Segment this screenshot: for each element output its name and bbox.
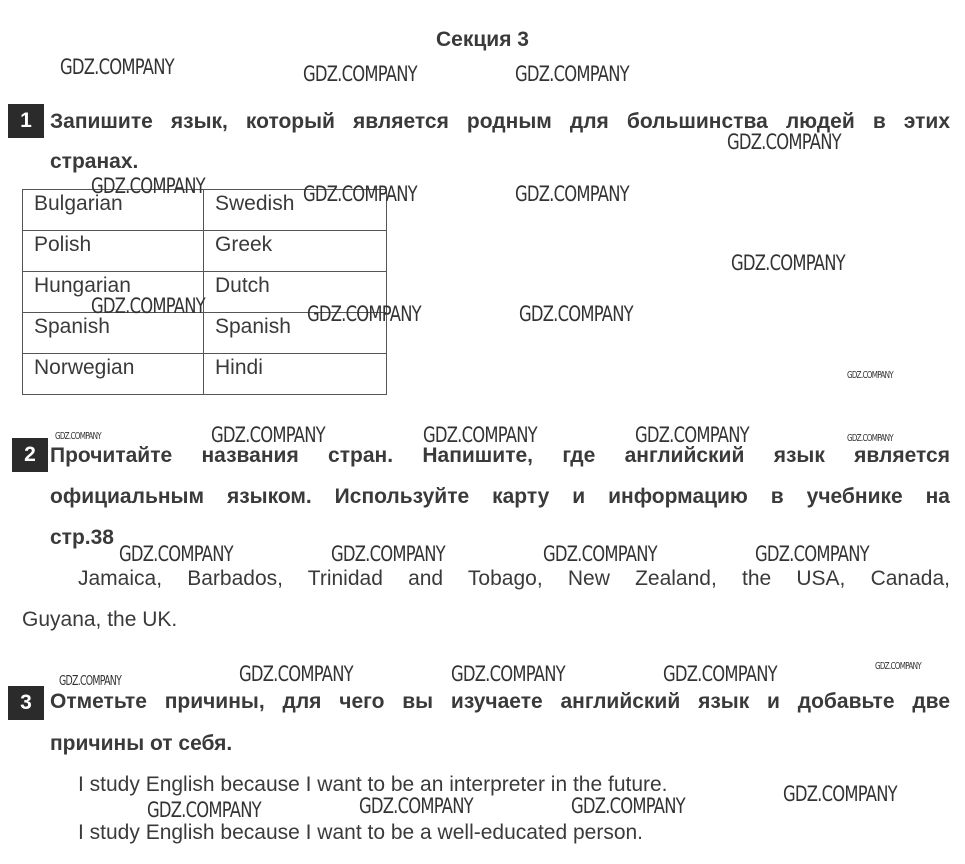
table-cell: Swedish: [204, 190, 387, 231]
table-row: [23, 231, 387, 272]
table-cell: Dutch: [204, 272, 387, 313]
section-title: Секция 3: [436, 28, 529, 51]
watermark: GDZ.COMPANY: [55, 431, 101, 442]
watermark: GDZ.COMPANY: [147, 798, 261, 822]
watermark: GDZ.COMPANY: [663, 662, 777, 686]
task-3-answer-line-1: I study English because I want to be an interpreter in the future.: [78, 773, 668, 796]
table-cell: Norwegian: [23, 354, 204, 395]
table-cell: Spanish: [23, 313, 204, 354]
watermark: GDZ.COMPANY: [307, 302, 421, 326]
watermark: GDZ.COMPANY: [571, 794, 685, 818]
watermark: GDZ.COMPANY: [91, 174, 205, 198]
watermark: GDZ.COMPANY: [119, 542, 233, 566]
table-cell: Hindi: [204, 354, 387, 395]
watermark: GDZ.COMPANY: [331, 542, 445, 566]
watermark: GDZ.COMPANY: [359, 794, 473, 818]
watermark: GDZ.COMPANY: [731, 251, 845, 275]
watermark: GDZ.COMPANY: [239, 662, 353, 686]
watermark: GDZ.COMPANY: [423, 423, 537, 447]
task-2-answer-line-1: Jamaica, Barbados, Trinidad and Tobago, New Zealand, the USA, Canada,: [78, 567, 950, 590]
watermark: GDZ.COMPANY: [303, 182, 417, 206]
watermark: GDZ.COMPANY: [875, 661, 921, 672]
task-3-answer-line-2: I study English because I want to be a well-educated person.: [78, 821, 644, 844]
watermark: GDZ.COMPANY: [91, 294, 205, 318]
watermark: GDZ.COMPANY: [847, 433, 893, 444]
watermark: GDZ.COMPANY: [59, 674, 122, 689]
watermark: GDZ.COMPANY: [515, 62, 629, 86]
task-2-instruction-line-1: Прочитайте названия стран. Напишите, где английский язык является: [50, 444, 950, 467]
watermark: GDZ.COMPANY: [783, 782, 897, 806]
task-number-badge: 2: [12, 438, 48, 472]
watermark: GDZ.COMPANY: [635, 423, 749, 447]
task-3-instruction-line-1: Отметьте причины, для чего вы изучаете английский язык и добавьте две: [50, 690, 950, 713]
task-3-instruction-line-2: причины от себя.: [50, 732, 233, 755]
watermark: GDZ.COMPANY: [451, 662, 565, 686]
watermark: GDZ.COMPANY: [515, 182, 629, 206]
task-2-answer-line-2: Guyana, the UK.: [22, 608, 178, 631]
watermark: GDZ.COMPANY: [755, 542, 869, 566]
table-cell: Bulgarian: [23, 190, 204, 231]
watermark: GDZ.COMPANY: [847, 370, 893, 381]
task-1-instruction-line-2: странах.: [50, 150, 139, 173]
watermark: GDZ.COMPANY: [60, 55, 174, 79]
task-number-badge: 1: [8, 104, 44, 138]
table-cell: Hungarian: [23, 272, 204, 313]
task-number-badge: 3: [8, 686, 44, 720]
task-2-instruction-line-2: официальным языком. Используйте карту и информацию в учебнике на: [50, 485, 950, 508]
table-cell: Spanish: [204, 313, 387, 354]
watermark: GDZ.COMPANY: [211, 423, 325, 447]
watermark: GDZ.COMPANY: [303, 62, 417, 86]
watermark: GDZ.COMPANY: [727, 130, 841, 154]
watermark: GDZ.COMPANY: [543, 542, 657, 566]
table-cell: Greek: [204, 231, 387, 272]
watermark: GDZ.COMPANY: [519, 302, 633, 326]
table-cell: Polish: [23, 231, 204, 272]
task-2-instruction-line-3: стр.38: [50, 526, 114, 549]
table-row: [23, 354, 387, 395]
languages-table: [22, 189, 387, 395]
task-1-instruction-line-1: Запишите язык, который является родным для большинства людей в этих: [50, 110, 950, 133]
